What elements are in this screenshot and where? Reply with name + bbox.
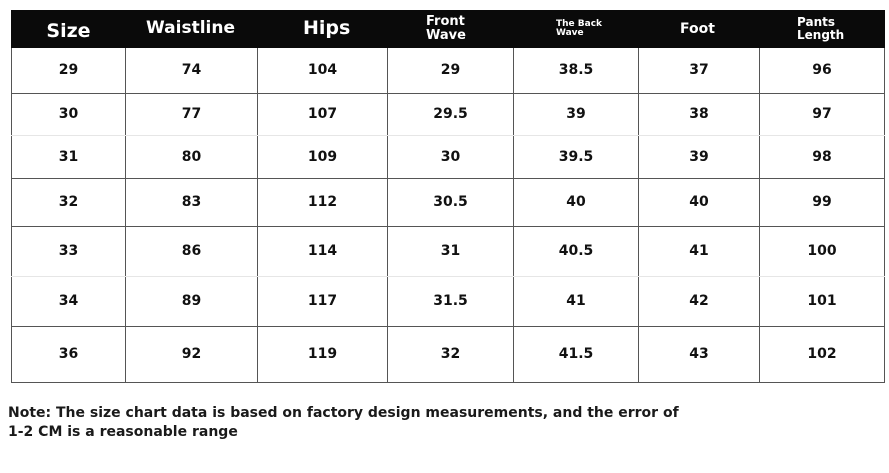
table-cell: 41.5 xyxy=(514,326,639,382)
table-cell: 32 xyxy=(388,326,514,382)
header-size: Size xyxy=(12,10,126,48)
table-cell: 32 xyxy=(12,178,126,226)
header-waistline: Waistline xyxy=(126,10,258,48)
table-cell: 37 xyxy=(639,48,760,93)
table-cell: 40 xyxy=(639,178,760,226)
table-cell: 80 xyxy=(126,135,258,178)
size-chart-body xyxy=(12,48,885,382)
size-chart-note: Note: The size chart data is based on factory design measurements, and the error of 1-2 CM is a reasonable range xyxy=(8,405,679,440)
table-cell: 74 xyxy=(126,48,258,93)
table-cell: 29 xyxy=(388,48,514,93)
table-cell: 33 xyxy=(12,226,126,276)
table-cell: 89 xyxy=(126,276,258,326)
header-row xyxy=(12,10,885,48)
table-cell: 41 xyxy=(639,226,760,276)
table-row xyxy=(12,226,885,276)
table-cell: 31 xyxy=(388,226,514,276)
table-cell: 86 xyxy=(126,226,258,276)
header-foot: Foot xyxy=(639,10,760,48)
table-cell: 30 xyxy=(12,93,126,135)
table-cell: 34 xyxy=(12,276,126,326)
table-cell: 109 xyxy=(258,135,388,178)
table-row xyxy=(12,48,885,93)
table-row xyxy=(12,93,885,135)
table-cell: 42 xyxy=(639,276,760,326)
table-cell: 41 xyxy=(514,276,639,326)
table-cell: 38.5 xyxy=(514,48,639,93)
table-row xyxy=(12,326,885,382)
header-back-wave: The Back Wave xyxy=(514,10,639,48)
table-cell: 104 xyxy=(258,48,388,93)
table-cell: 83 xyxy=(126,178,258,226)
table-cell: 31.5 xyxy=(388,276,514,326)
table-cell: 114 xyxy=(258,226,388,276)
table-cell: 101 xyxy=(760,276,885,326)
table-cell: 30.5 xyxy=(388,178,514,226)
table-cell: 30 xyxy=(388,135,514,178)
table-cell: 97 xyxy=(760,93,885,135)
table-cell: 39 xyxy=(639,135,760,178)
table-cell: 112 xyxy=(258,178,388,226)
table-cell: 99 xyxy=(760,178,885,226)
table-cell: 31 xyxy=(12,135,126,178)
table-cell: 29.5 xyxy=(388,93,514,135)
table-cell: 107 xyxy=(258,93,388,135)
table-cell: 119 xyxy=(258,326,388,382)
table-cell: 100 xyxy=(760,226,885,276)
table-cell: 96 xyxy=(760,48,885,93)
table-cell: 39.5 xyxy=(514,135,639,178)
table-cell: 40 xyxy=(514,178,639,226)
size-chart-table xyxy=(11,10,885,383)
table-cell: 92 xyxy=(126,326,258,382)
table-cell: 38 xyxy=(639,93,760,135)
table-row xyxy=(12,135,885,178)
table-cell: 102 xyxy=(760,326,885,382)
table-cell: 39 xyxy=(514,93,639,135)
header-front-wave: Front Wave xyxy=(388,10,514,48)
table-cell: 36 xyxy=(12,326,126,382)
header-hips: Hips xyxy=(258,10,388,48)
size-chart-header xyxy=(12,10,885,48)
table-cell: 40.5 xyxy=(514,226,639,276)
table-cell: 117 xyxy=(258,276,388,326)
header-pants-length: Pants Length xyxy=(760,10,885,48)
table-cell: 77 xyxy=(126,93,258,135)
table-cell: 98 xyxy=(760,135,885,178)
table-row xyxy=(12,178,885,226)
table-cell: 43 xyxy=(639,326,760,382)
table-row xyxy=(12,276,885,326)
table-cell: 29 xyxy=(12,48,126,93)
